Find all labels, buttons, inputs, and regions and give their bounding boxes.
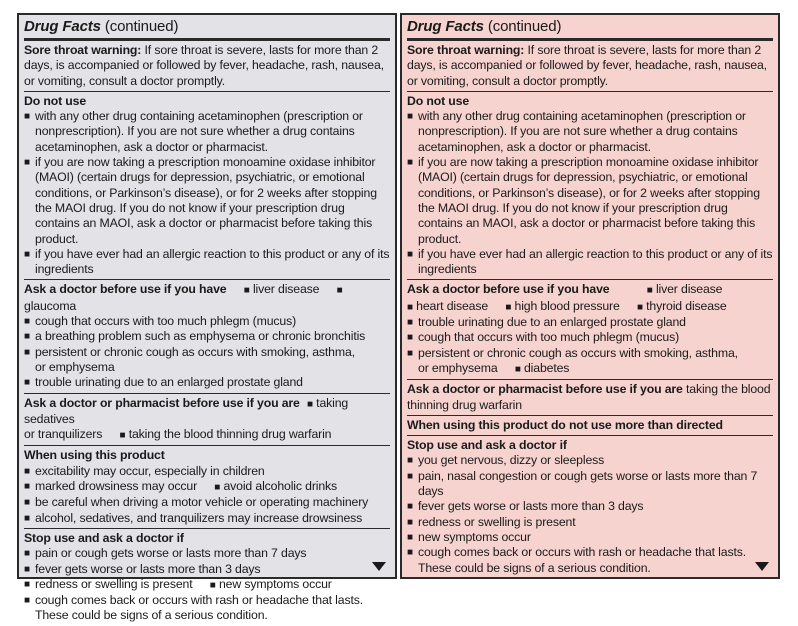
ask-pharmacist-section: Ask a doctor or pharmacist before use if you are ■ taking sedatives or tranquilizers ■ taking the blood thinning drug warfarin: [24, 395, 349, 442]
drug-facts-panel-left: [17, 13, 397, 623]
drug-facts-title: Drug Facts: [24, 18, 101, 35]
continue-arrow-icon: [755, 562, 769, 571]
list-item: ■ if you have ever had an allergic reaction to this product or any of its ingredients: [407, 247, 773, 278]
list-item: ■ if you are now taking a prescription monoamine oxidase inhibitor (MAOI) (certain drugs for depression, psychiatric, or emotional conditions, or Parkinson’s disease), or for 2 weeks after stopping the MAOI drug. If you do not know if your prescription drug contains an MAOI, ask a doctor or pharmacist before taking this product.: [24, 155, 390, 247]
when-using-section: When using this product do not use more than directed: [407, 417, 723, 432]
list-item: ■ fever gets worse or lasts more than 3 days: [24, 562, 390, 577]
do-not-use-section: Do not use ■ with any other drug containing acetaminophen (prescription or nonprescription). If you are not sure whether a drug contains acetaminophen, ask a doctor or pharmacist. ■ if you are now taking a prescription monoamine oxidase inhibitor (MAOI) (certain drugs for depression, psychiatric, or emotional conditions, or Parkinson’s disease), or for 2 weeks after stopping the MAOI drug. If you do not know if your prescription drug contains an MAOI, ask a doctor or pharmacist before taking this product. ■ if you have ever had an allergic reaction to this product or any of its ingredients: [24, 92, 390, 280]
stop-use-section: Stop use and ask a doctor if ■ pain or cough gets worse or lasts more than 7 days ■ fever gets worse or lasts more than 3 days ■ redness or swelling is present ■ new symptoms occur ■ cough comes back or occurs with rash or headache that lasts. These could be signs of a serious condition.: [24, 529, 390, 626]
continued-label: (continued): [104, 18, 179, 35]
list-item: ■ with any other drug containing acetaminophen (prescription or nonprescription). If you are not sure whether a drug contains acetaminophen, ask a doctor or pharmacist.: [407, 109, 773, 155]
list-item: ■ a breathing problem such as emphysema or chronic bronchitis: [24, 329, 390, 344]
drug-facts-title: Drug Facts: [407, 18, 484, 35]
list-item: ■ pain, nasal congestion or cough gets worse or lasts more than 7 days: [407, 469, 773, 500]
list-item: ■ be careful when driving a motor vehicle or operating machinery: [24, 495, 390, 510]
do-not-use-section: Do not use ■ with any other drug containing acetaminophen (prescription or nonprescription). If you are not sure whether a drug contains acetaminophen, ask a doctor or pharmacist. ■ if you are now taking a prescription monoamine oxidase inhibitor (MAOI) (certain drugs for depression, psychiatric, or emotional conditions, or Parkinson’s disease), or for 2 weeks after stopping the MAOI drug. If you do not know if your prescription drug contains an MAOI, ask a doctor or pharmacist before taking this product. ■ if you have ever had an allergic reaction to this product or any of its ingredients: [407, 92, 773, 280]
list-item: ■ excitability may occur, especially in children: [24, 464, 390, 479]
ask-doctor-section: Ask a doctor before use if you have ■ liver disease ■ heart disease ■ high blood pressure ■ thyroid disease ■ trouble urinating due to an enlarged prostate gland ■ cough that occurs with too much phlegm (mucus) ■ persistent or chronic cough as occurs with smoking, asthma, or emphysema ■ diabetes: [407, 280, 773, 379]
list-item: ■ cough comes back or occurs with rash or headache that lasts.: [407, 545, 773, 560]
list-item: ■ pain or cough gets worse or lasts more than 7 days: [24, 546, 390, 561]
list-item: ■ trouble urinating due to an enlarged prostate gland: [24, 375, 390, 390]
list-item: ■ fever gets worse or lasts more than 3 days: [407, 499, 773, 514]
list-item: ■ you get nervous, dizzy or sleepless: [407, 453, 773, 468]
list-item: ■ new symptoms occur: [407, 530, 773, 545]
list-item: ■ persistent or chronic cough as occurs with smoking, asthma,: [24, 345, 390, 360]
list-item: ■ marked drowsiness may occur ■ avoid alcoholic drinks: [24, 479, 390, 495]
list-item: ■ redness or swelling is present: [407, 515, 773, 530]
list-item: ■ with any other drug containing acetaminophen (prescription or nonprescription). If you are not sure whether a drug contains acetaminophen, ask a doctor or pharmacist.: [24, 109, 390, 155]
list-item: ■ trouble urinating due to an enlarged prostate gland: [407, 315, 773, 330]
ask-pharmacist-section: Ask a doctor or pharmacist before use if you are taking the blood thinning drug warfarin: [407, 382, 771, 412]
ask-doctor-section: Ask a doctor before use if you have ■ liver disease ■ glaucoma ■ cough that occurs with too much phlegm (mucus) ■ a breathing problem such as emphysema or chronic bronchitis ■ persistent or chronic cough as occurs with smoking, asthma, or emphysema ■ trouble urinating due to an enlarged prostate gland: [24, 280, 390, 392]
panel-header: [24, 15, 390, 38]
list-item: ■ if you have ever had an allergic reaction to this product or any of its ingredients: [24, 247, 390, 278]
continued-label: (continued): [487, 18, 562, 35]
list-item: ■ alcohol, sedatives, and tranquilizers may increase drowsiness: [24, 511, 390, 526]
continue-arrow-icon: [372, 562, 386, 571]
list-item: ■ cough that occurs with too much phlegm (mucus): [407, 330, 773, 345]
when-using-section: When using this product ■ excitability may occur, especially in children ■ marked drowsiness may occur ■ avoid alcoholic drinks ■ be careful when driving a motor vehicle or operating machinery ■ alcohol, sedatives, and tranquilizers may increase drowsiness: [24, 446, 390, 527]
sore-throat-warning: Sore throat warning: If sore throat is severe, lasts for more than 2 days, is accompanied or followed by fever, headache, rash, nausea, or vomiting, consult a doctor promptly.: [24, 43, 384, 88]
list-item: ■ cough comes back or occurs with rash or headache that lasts.: [24, 593, 390, 608]
panel-header: [407, 15, 773, 38]
drug-facts-panel-right: [400, 13, 780, 579]
sore-throat-warning: Sore throat warning: If sore throat is severe, lasts for more than 2 days, is accompanied or followed by fever, headache, rash, nausea, or vomiting, consult a doctor promptly.: [407, 43, 767, 88]
list-item: ■ if you are now taking a prescription monoamine oxidase inhibitor (MAOI) (certain drugs for depression, psychiatric, or emotional conditions, or Parkinson’s disease), or for 2 weeks after stopping the MAOI drug. If you do not know if your prescription drug contains an MAOI, ask a doctor or pharmacist before taking this product.: [407, 155, 773, 247]
list-item: ■ redness or swelling is present ■ new symptoms occur: [24, 577, 390, 593]
stop-use-section: Stop use and ask a doctor if ■ you get nervous, dizzy or sleepless ■ pain, nasal congestion or cough gets worse or lasts more than 7 days ■ fever gets worse or lasts more than 3 days ■ redness or swelling is present ■ new symptoms occur ■ cough comes back or occurs with rash or headache that lasts. These could be signs of a serious condition.: [407, 436, 773, 578]
list-item: ■ cough that occurs with too much phlegm (mucus): [24, 314, 390, 329]
list-item: ■ persistent or chronic cough as occurs with smoking, asthma,: [407, 346, 773, 361]
